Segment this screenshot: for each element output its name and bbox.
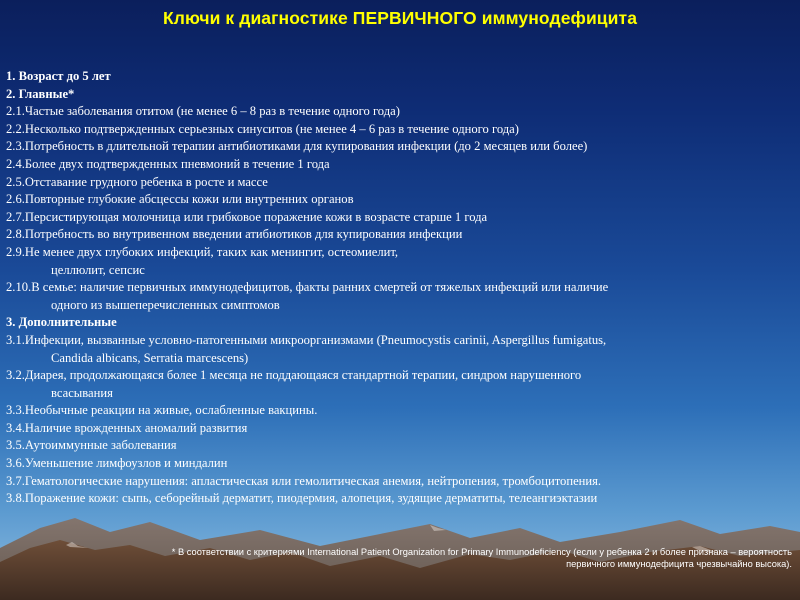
slide-title: Ключи к диагностике ПЕРВИЧНОГО иммунодефицита — [162, 8, 638, 28]
criteria-item-text: 2.8.Потребность во внутривенном введении атибиотиков для купирования инфекции — [6, 227, 463, 242]
criteria-item-text: 2.5.Отставание грудного ребенка в росте и массе — [6, 174, 268, 189]
criteria-item — [6, 314, 786, 332]
criteria-item-text: 3.3.Необычные реакции на живые, ослабленные вакцины. — [6, 403, 318, 418]
criteria-item-text: 2.4.Более двух подтвержденных пневмоний в течение 1 года — [6, 156, 330, 171]
criteria-item — [6, 138, 786, 156]
criteria-item — [6, 121, 786, 139]
criteria-item-text: 3.7.Гематологические нарушения: апластическая или гемолитическая анемия, нейтропения, тромбоцитопения. — [6, 473, 602, 488]
footnote-line: первичного иммунодефицита чрезвычайно высока). — [566, 559, 792, 569]
criteria-item-text: 2.10.В семье: наличие первичных иммунодефицитов, факты ранних смертей от тяжелых инфекций или наличие — [6, 280, 609, 295]
footnote-line: * В соответствии с критериями International Patient Organization for Primary Immunodeficiency (если у ребенка 2 и более признака – вероятность — [171, 547, 792, 557]
criteria-list — [6, 68, 786, 508]
footnote — [32, 546, 792, 570]
criteria-item — [6, 68, 786, 86]
criteria-item — [6, 244, 786, 279]
criteria-item — [6, 455, 786, 473]
criteria-item-text: 2.9.Не менее двух глубоких инфекций, таких как менингит, остеомиелит, — [6, 244, 399, 259]
criteria-item-text: 3.6.Уменьшение лимфоузлов и миндалин — [6, 456, 228, 471]
criteria-item-text: 2. Главные* — [6, 86, 75, 101]
criteria-item — [6, 367, 786, 402]
criteria-item-text: 3.1.Инфекции, вызванные условно-патогенными микроорганизмами (Pneumocystis carinii, Aspergillus fumigatus, — [6, 332, 607, 347]
criteria-item-text: 3.2.Диарея, продолжающаяся более 1 месяца не поддающаяся стандартной терапии, синдром нарушенного — [6, 368, 582, 383]
criteria-item-text: 3.5.Аутоиммунные заболевания — [6, 438, 177, 453]
criteria-item-text: 2.3.Потребность в длительной терапии антибиотиками для купирования инфекции (до 2 месяцев или более) — [6, 139, 588, 154]
criteria-item — [6, 103, 786, 121]
criteria-item-text: 3.4.Наличие врожденных аномалий развития — [6, 420, 248, 435]
criteria-item — [6, 402, 786, 420]
criteria-item — [6, 174, 786, 192]
criteria-item — [6, 279, 786, 314]
criteria-item-continuation: всасывания — [51, 385, 113, 400]
criteria-item-continuation: Candida albicans, Serratia marcescens) — [51, 350, 249, 365]
criteria-item — [6, 226, 786, 244]
criteria-item-text: 3. Дополнительные — [6, 315, 117, 330]
criteria-item-text: 2.7.Персистирующая молочница или грибковое поражение кожи в возрасте старше 1 года — [6, 209, 488, 224]
criteria-item — [6, 437, 786, 455]
criteria-item-text: 1. Возраст до 5 лет — [6, 69, 111, 83]
criteria-item-continuation: целлюлит, сепсис — [51, 262, 145, 277]
criteria-item — [6, 490, 786, 508]
criteria-item-text: 2.1.Частые заболевания отитом (не менее 6 – 8 раз в течение одного года) — [6, 104, 400, 119]
criteria-item — [6, 332, 786, 367]
criteria-item-continuation: одного из вышеперечисленных симптомов — [51, 297, 280, 312]
criteria-item — [6, 420, 786, 438]
criteria-item-text: 2.2.Несколько подтвержденных серьезных синуситов (не менее 4 – 6 раз в течение одного года) — [6, 121, 519, 136]
criteria-item-text: 2.6.Повторные глубокие абсцессы кожи или внутренних органов — [6, 192, 354, 207]
criteria-item — [6, 473, 786, 491]
criteria-item-text: 3.8.Поражение кожи: сыпь, себорейный дерматит, пиодермия, алопеция, зудящие дерматиты, телеангиэктазии — [6, 491, 598, 506]
criteria-item — [6, 86, 786, 104]
criteria-item — [6, 191, 786, 209]
criteria-item — [6, 156, 786, 174]
criteria-item — [6, 209, 786, 227]
